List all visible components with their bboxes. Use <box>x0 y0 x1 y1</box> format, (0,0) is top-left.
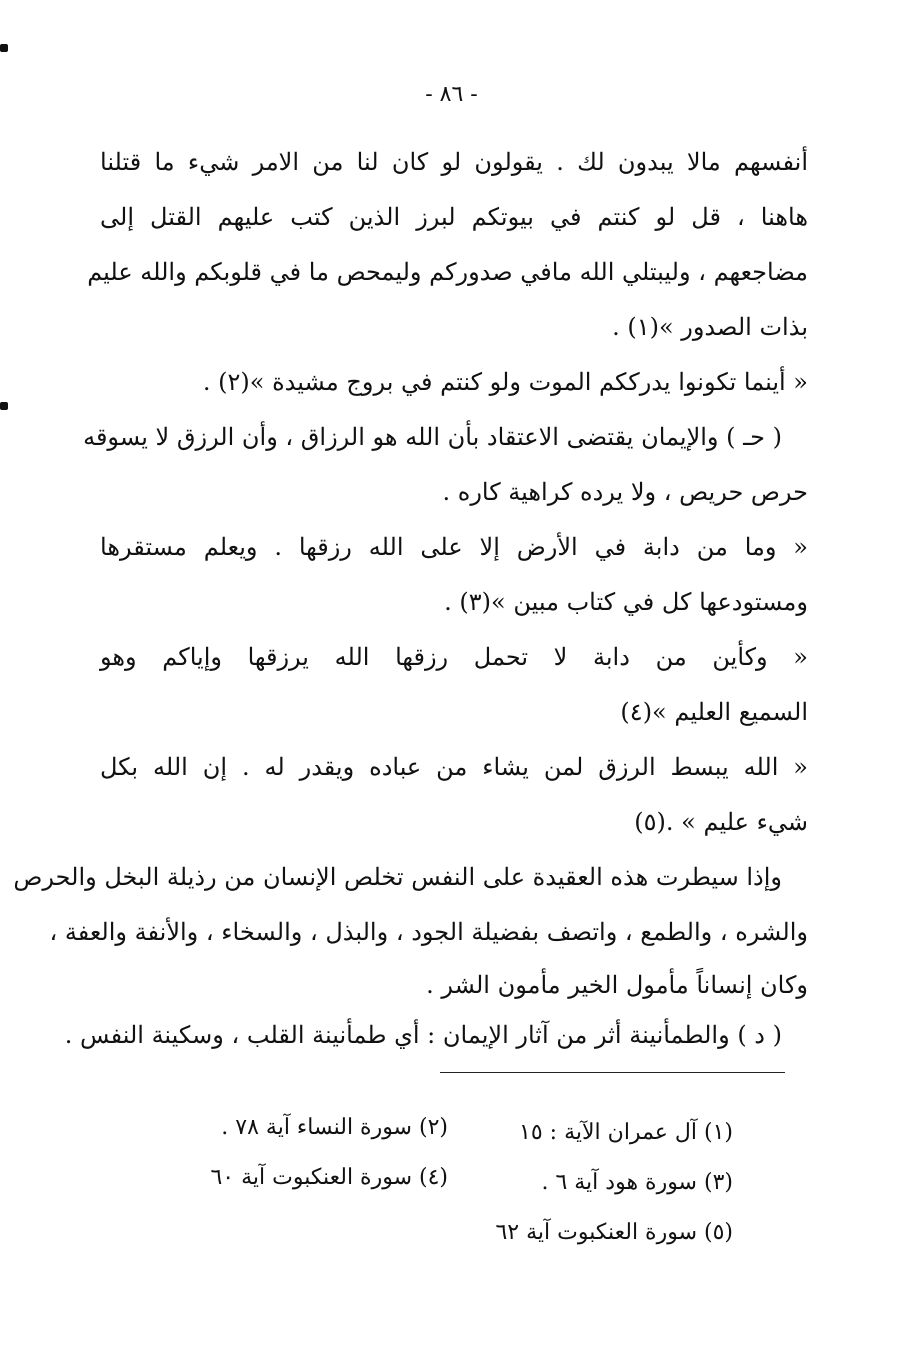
footnote-3: (٣) سورة هود آية ٦ . <box>541 1170 733 1195</box>
text-line: حرص حريص ، ولا يرده كراهية كاره . <box>442 478 808 506</box>
paragraph-line: ( د ) والطمأنينة أثر من آثار الإيمان : أي طمأنينة القلب ، وسكينة النفس . <box>64 1021 782 1049</box>
footnote-5: (٥) سورة العنكبوت آية ٦٢ <box>495 1220 733 1245</box>
text-line: والشره ، والطمع ، واتصف بفضيلة الجود ، والبذل ، والسخاء ، والأنفة والعفة ، <box>49 918 808 946</box>
footnote-2: (٢) سورة النساء آية ٧٨ . <box>221 1115 448 1140</box>
paragraph-line: ( حـ ) والإيمان يقتضى الاعتقاد بأن الله هو الرزاق ، وأن الرزق لا يسوقه <box>83 423 782 451</box>
body-text <box>13 135 808 1060</box>
text-line: هاهنا ، قل لو كنتم في بيوتكم لبرز الذين كتب عليهم القتل إلى <box>100 203 808 231</box>
text-line: شيء عليم » .(٥) <box>634 808 808 836</box>
page-number: - ٨٦ - <box>425 82 478 107</box>
quran-verse-line: « وكأين من دابة لا تحمل رزقها الله يرزقها وإياكم وهو <box>100 643 808 671</box>
quran-verse-line: « أينما تكونوا يدرككم الموت ولو كنتم في بروج مشيدة »(٢) . <box>202 368 808 396</box>
text-line: مضاجعهم ، وليبتلي الله مافي صدوركم وليمحص ما في قلوبكم والله عليم <box>87 258 808 286</box>
footnote-separator <box>440 1072 785 1073</box>
text-line: بذات الصدور »(١) . <box>612 313 808 341</box>
paragraph-line: وإذا سيطرت هذه العقيدة على النفس تخلص الإنسان من رذيلة البخل والحرص <box>13 863 782 891</box>
quran-verse-line: « وما من دابة في الأرض إلا على الله رزقها . ويعلم مستقرها <box>100 533 808 561</box>
footnote-4: (٤) سورة العنكبوت آية ٦٠ <box>210 1165 448 1190</box>
scan-margin-mark <box>0 402 8 410</box>
quran-verse-line: « الله يبسط الرزق لمن يشاء من عباده ويقدر له . إن الله بكل <box>100 753 808 781</box>
scan-margin-mark <box>0 44 8 52</box>
footnote-1: (١) آل عمران الآية : ١٥ <box>519 1120 733 1145</box>
text-line: أنفسهم مالا يبدون لك . يقولون لو كان لنا من الامر شيء ما قتلنا <box>100 148 808 176</box>
text-line: وكان إنساناً مأمول الخير مأمون الشر . <box>426 971 808 999</box>
text-line: السميع العليم »(٤) <box>620 698 808 726</box>
text-line: ومستودعها كل في كتاب مبين »(٣) . <box>444 588 808 616</box>
